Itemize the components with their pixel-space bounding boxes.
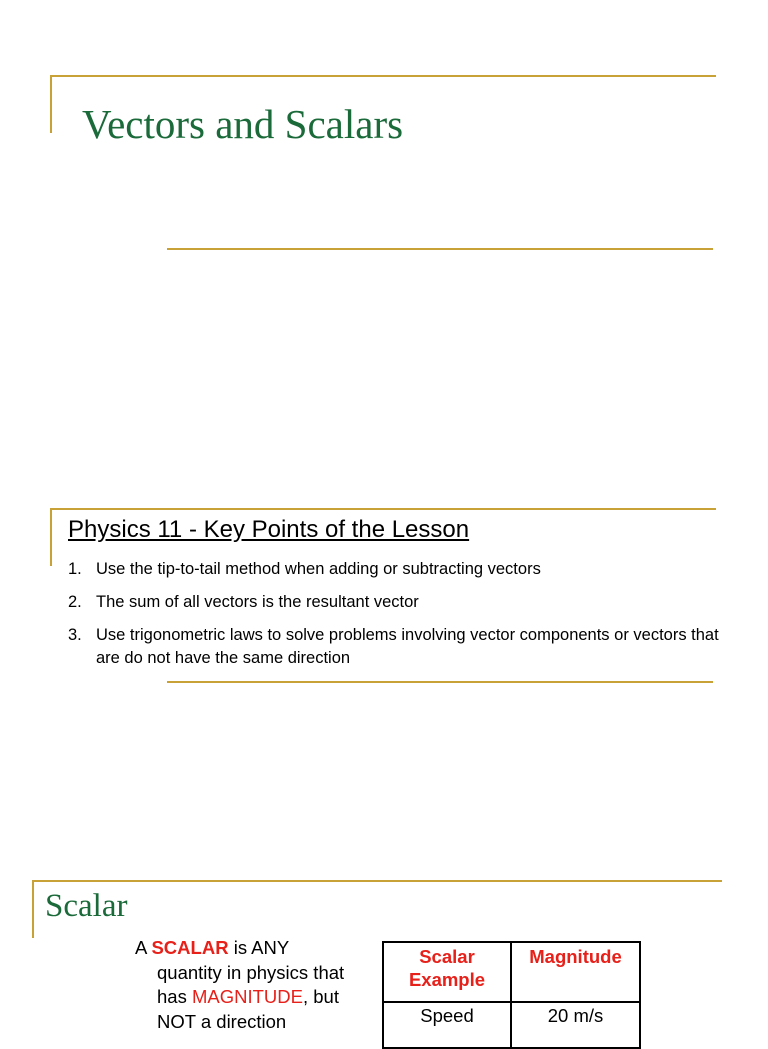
key-points-list xyxy=(68,558,728,680)
list-number: 2. xyxy=(68,593,82,611)
top-rule xyxy=(50,508,716,510)
table-header-cell: Scalar Example xyxy=(383,942,511,1002)
bottom-rule xyxy=(167,248,713,250)
scalar-table xyxy=(382,941,641,1049)
slide-title-heading: Vectors and Scalars xyxy=(82,101,404,147)
key-points-heading: Physics 11 - Key Points of the Lesson xyxy=(68,516,470,543)
definition-text: NOT a direction xyxy=(157,1010,287,1032)
table-cell: 20 m/s xyxy=(511,1002,640,1048)
scalar-term: SCALAR xyxy=(151,937,229,958)
table-header-cell: Magnitude xyxy=(511,942,640,1002)
slide-title xyxy=(0,0,768,330)
list-text: Use trigonometric laws to solve problems involving vector components or vectors that are do not have the same direction xyxy=(96,626,719,667)
list-item xyxy=(68,624,728,670)
bottom-rule xyxy=(167,681,713,683)
list-text: Use the tip-to-tail method when adding or subtracting vectors xyxy=(96,560,541,578)
definition-text: is ANY xyxy=(228,937,290,958)
left-rule xyxy=(32,880,34,938)
magnitude-term: MAGNITUDE xyxy=(191,986,303,1007)
scalar-definition xyxy=(135,936,375,1034)
top-rule xyxy=(32,880,722,882)
definition-text: quantity in physics that xyxy=(157,961,345,983)
slide-key-points xyxy=(0,490,768,720)
definition-text: , but xyxy=(302,986,339,1007)
list-text: The sum of all vectors is the resultant vector xyxy=(96,593,419,611)
definition-text: A xyxy=(135,937,152,958)
list-number: 1. xyxy=(68,560,82,578)
slide-scalar xyxy=(0,870,768,1032)
table-header-row xyxy=(383,942,640,1002)
table-cell: Speed xyxy=(383,1002,511,1048)
list-item xyxy=(68,558,728,581)
definition-text: has xyxy=(157,986,192,1007)
top-rule xyxy=(50,75,716,77)
list-number: 3. xyxy=(68,626,82,644)
list-item xyxy=(68,591,728,614)
left-rule xyxy=(50,75,52,133)
table-row xyxy=(383,1002,640,1048)
scalar-heading: Scalar xyxy=(45,888,128,924)
left-rule xyxy=(50,508,52,566)
